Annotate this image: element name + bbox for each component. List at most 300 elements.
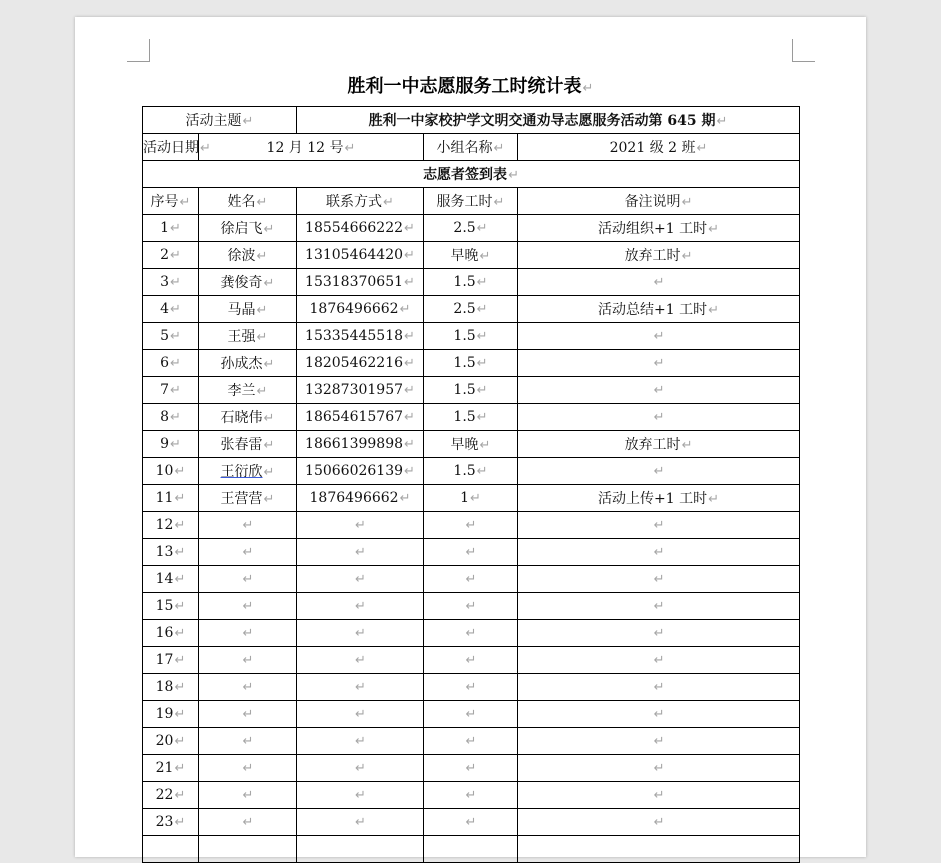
cell-no-text: 10 [155, 463, 174, 479]
cell-name[interactable] [199, 755, 297, 782]
cell-hours[interactable] [424, 458, 518, 485]
paragraph-mark-icon: ↵ [508, 168, 519, 183]
section-title-cell[interactable] [143, 161, 800, 188]
date-label-cell[interactable] [143, 134, 211, 161]
cell-no[interactable] [143, 431, 199, 458]
document-title[interactable] [75, 72, 866, 98]
cell-phone-text: 1876496662 [309, 301, 399, 317]
paragraph-mark-icon: ↵ [404, 383, 415, 398]
paragraph-mark-icon: ↵ [256, 330, 268, 345]
paragraph-mark-icon: ↵ [476, 302, 488, 317]
table-row [143, 782, 800, 809]
cell-note[interactable] [518, 242, 800, 269]
cell-hours[interactable] [424, 215, 518, 242]
cell-name[interactable] [199, 404, 297, 431]
cell-name[interactable] [199, 431, 297, 458]
col-header-no[interactable] [143, 188, 199, 215]
paragraph-mark-icon: ↵ [355, 680, 366, 695]
paragraph-mark-icon: ↵ [653, 788, 665, 803]
col-header-name[interactable] [199, 188, 297, 215]
cell-note[interactable] [518, 269, 800, 296]
paragraph-mark-icon: ↵ [170, 383, 181, 398]
cell-note[interactable] [518, 458, 800, 485]
cell-name[interactable] [199, 728, 297, 755]
cell-note[interactable] [518, 215, 800, 242]
paragraph-mark-icon: ↵ [653, 761, 665, 776]
group-label: 小组名称 [436, 140, 493, 156]
cell-no-text: 4 [160, 301, 169, 317]
group-label-cell[interactable] [424, 134, 518, 161]
paragraph-mark-icon: ↵ [476, 464, 488, 479]
paragraph-mark-icon: ↵ [344, 141, 356, 156]
paragraph-mark-icon: ↵ [653, 599, 665, 614]
paragraph-mark-icon: ↵ [263, 222, 275, 237]
paragraph-mark-icon: ↵ [242, 545, 254, 560]
cell-note[interactable] [518, 755, 800, 782]
cell-hours-text: 2.5 [453, 301, 476, 317]
paragraph-mark-icon: ↵ [355, 518, 366, 533]
cell-phone[interactable] [297, 674, 424, 701]
paragraph-mark-icon: ↵ [242, 653, 254, 668]
topic-value-cell[interactable] [297, 107, 800, 134]
col-header-label: 备注说明 [624, 194, 681, 210]
paragraph-mark-icon: ↵ [170, 221, 181, 236]
paragraph-mark-icon: ↵ [355, 626, 366, 641]
cell-phone-text: 15318370651 [305, 274, 404, 290]
date-value-cell[interactable] [199, 134, 424, 161]
cell-note[interactable] [518, 404, 800, 431]
cell-phone[interactable] [297, 728, 424, 755]
cell-no[interactable] [143, 701, 199, 728]
cell-no-text: 15 [155, 598, 174, 614]
paragraph-mark-icon: ↵ [399, 302, 411, 317]
cell-name[interactable] [199, 836, 297, 863]
paragraph-mark-icon: ↵ [653, 815, 665, 830]
paragraph-mark-icon: ↵ [170, 302, 181, 317]
paragraph-mark-icon: ↵ [653, 518, 665, 533]
cell-no[interactable] [143, 242, 199, 269]
paragraph-mark-icon: ↵ [263, 276, 275, 291]
cell-hours-text: 1.5 [453, 382, 476, 398]
paragraph-mark-icon: ↵ [174, 572, 186, 587]
cell-phone[interactable] [297, 647, 424, 674]
cell-hours[interactable] [424, 593, 518, 620]
cell-no-text: 16 [155, 625, 174, 641]
paragraph-mark-icon: ↵ [242, 599, 254, 614]
cell-name[interactable] [199, 485, 297, 512]
cell-note[interactable] [518, 296, 800, 323]
paragraph-mark-icon: ↵ [174, 464, 186, 479]
cell-no-text: 7 [160, 382, 169, 398]
cell-phone-text: 18654615767 [305, 409, 404, 425]
col-header-note[interactable] [518, 188, 800, 215]
cell-phone-text: 18554666222 [305, 220, 404, 236]
paragraph-mark-icon: ↵ [465, 761, 477, 776]
cell-hours[interactable] [424, 539, 518, 566]
cell-no-text: 23 [155, 814, 174, 830]
cell-hours[interactable] [424, 404, 518, 431]
paragraph-mark-icon: ↵ [653, 545, 665, 560]
col-header-label: 姓名 [227, 194, 256, 210]
table-row [143, 566, 800, 593]
cell-note[interactable] [518, 566, 800, 593]
cell-name-text: 王强 [227, 329, 256, 345]
paragraph-mark-icon: ↵ [256, 303, 268, 318]
cell-note[interactable] [518, 674, 800, 701]
cell-phone[interactable] [297, 836, 424, 863]
topic-label-cell[interactable] [143, 107, 297, 134]
table-row [143, 269, 800, 296]
cell-hours-text: 1.5 [453, 274, 476, 290]
cell-phone[interactable] [297, 485, 424, 512]
paragraph-mark-icon: ↵ [242, 707, 254, 722]
paragraph-mark-icon: ↵ [465, 653, 477, 668]
group-value-cell[interactable] [518, 134, 800, 161]
paragraph-mark-icon: ↵ [465, 707, 477, 722]
cell-no[interactable] [143, 755, 199, 782]
paragraph-mark-icon: ↵ [465, 788, 477, 803]
cell-note-text: 放弃工时 [624, 248, 681, 264]
paragraph-mark-icon: ↵ [465, 599, 477, 614]
paragraph-mark-icon: ↵ [479, 249, 491, 264]
cell-hours[interactable] [424, 728, 518, 755]
cell-no[interactable] [143, 836, 199, 863]
margin-corner-top-left [127, 39, 150, 62]
cell-no-text: 2 [160, 247, 169, 263]
table-row [143, 431, 800, 458]
cell-phone-text: 15066026139 [305, 463, 404, 479]
cell-hours[interactable] [424, 647, 518, 674]
cell-phone[interactable] [297, 539, 424, 566]
cell-note[interactable] [518, 350, 800, 377]
cell-no[interactable] [143, 269, 199, 296]
cell-phone[interactable] [297, 242, 424, 269]
cell-note[interactable] [518, 323, 800, 350]
cell-no[interactable] [143, 566, 199, 593]
cell-name[interactable] [199, 674, 297, 701]
cell-hours[interactable] [424, 782, 518, 809]
cell-no[interactable] [143, 296, 199, 323]
table-row [143, 512, 800, 539]
paragraph-mark-icon: ↵ [170, 356, 181, 371]
paragraph-mark-icon: ↵ [242, 734, 254, 749]
document-title-text: 胜利一中志愿服务工时统计表 [347, 76, 582, 97]
paragraph-mark-icon: ↵ [170, 329, 181, 344]
paragraph-mark-icon: ↵ [170, 275, 181, 290]
cell-note[interactable] [518, 647, 800, 674]
paragraph-mark-icon: ↵ [465, 518, 477, 533]
paragraph-mark-icon: ↵ [404, 464, 415, 479]
cell-note[interactable] [518, 728, 800, 755]
cell-no[interactable] [143, 215, 199, 242]
cell-no[interactable] [143, 404, 199, 431]
paragraph-mark-icon: ↵ [681, 249, 693, 264]
paragraph-mark-icon: ↵ [355, 707, 366, 722]
cell-phone[interactable] [297, 269, 424, 296]
cell-no-text: 8 [160, 409, 169, 425]
table-row [143, 593, 800, 620]
cell-no[interactable] [143, 809, 199, 836]
paragraph-mark-icon: ↵ [708, 303, 720, 318]
cell-name[interactable] [199, 242, 297, 269]
cell-no[interactable] [143, 647, 199, 674]
paragraph-mark-icon: ↵ [242, 761, 254, 776]
table-row [143, 458, 800, 485]
cell-phone[interactable] [297, 809, 424, 836]
cell-name[interactable] [199, 512, 297, 539]
cell-hours-text: 早晚 [450, 248, 479, 264]
cell-hours[interactable] [424, 431, 518, 458]
paragraph-mark-icon: ↵ [653, 356, 665, 371]
margin-corner-top-right [792, 39, 815, 62]
paragraph-mark-icon: ↵ [179, 195, 191, 210]
cell-note[interactable] [518, 701, 800, 728]
cell-name[interactable] [199, 377, 297, 404]
table-row [143, 755, 800, 782]
cell-note-text: 放弃工时 [624, 437, 681, 453]
cell-phone[interactable] [297, 458, 424, 485]
paragraph-mark-icon: ↵ [174, 599, 186, 614]
cell-phone[interactable] [297, 566, 424, 593]
cell-no[interactable] [143, 782, 199, 809]
cell-no[interactable] [143, 377, 199, 404]
cell-hours[interactable] [424, 809, 518, 836]
paragraph-mark-icon: ↵ [383, 195, 394, 210]
cell-name-text: 张春雷 [220, 437, 263, 453]
paragraph-mark-icon: ↵ [404, 410, 415, 425]
cell-name[interactable] [199, 782, 297, 809]
cell-name[interactable] [199, 620, 297, 647]
cell-phone-text: 15335445518 [305, 328, 404, 344]
table-row [143, 242, 800, 269]
paragraph-mark-icon: ↵ [399, 491, 411, 506]
paragraph-mark-icon: ↵ [476, 221, 488, 236]
group-value: 2021 级 2 班 [609, 140, 696, 156]
paragraph-mark-icon: ↵ [355, 545, 366, 560]
cell-hours[interactable] [424, 242, 518, 269]
cell-hours[interactable] [424, 701, 518, 728]
cell-phone[interactable] [297, 593, 424, 620]
cell-name[interactable] [199, 350, 297, 377]
cell-no-text: 14 [155, 571, 174, 587]
paragraph-mark-icon: ↵ [493, 141, 505, 156]
cell-no[interactable] [143, 620, 199, 647]
column-header-row [143, 188, 800, 215]
paragraph-mark-icon: ↵ [653, 464, 665, 479]
paragraph-mark-icon: ↵ [653, 680, 665, 695]
paragraph-mark-icon: ↵ [681, 438, 693, 453]
table-row [143, 620, 800, 647]
cell-hours-text: 1.5 [453, 355, 476, 371]
cell-phone[interactable] [297, 431, 424, 458]
paragraph-mark-icon: ↵ [465, 626, 477, 641]
cell-phone[interactable] [297, 215, 424, 242]
cell-hours[interactable] [424, 512, 518, 539]
cell-name-text: 王营营 [220, 491, 263, 507]
paragraph-mark-icon: ↵ [653, 734, 665, 749]
cell-hours[interactable] [424, 485, 518, 512]
table-row [143, 674, 800, 701]
col-header-hours[interactable] [424, 188, 518, 215]
cell-phone[interactable] [297, 296, 424, 323]
cell-hours-text: 1.5 [453, 463, 476, 479]
paragraph-mark-icon: ↵ [404, 248, 415, 263]
cell-no[interactable] [143, 485, 199, 512]
cell-phone[interactable] [297, 323, 424, 350]
cell-no[interactable] [143, 593, 199, 620]
cell-name-text: 徐波 [227, 248, 256, 264]
cell-name[interactable] [199, 296, 297, 323]
cell-name-text: 李兰 [227, 383, 256, 399]
paragraph-mark-icon: ↵ [404, 221, 415, 236]
table-row [143, 809, 800, 836]
cell-name[interactable] [199, 647, 297, 674]
paragraph-mark-icon: ↵ [355, 761, 366, 776]
cell-phone-text: 1876496662 [309, 490, 399, 506]
cell-phone[interactable] [297, 755, 424, 782]
col-header-label: 服务工时 [436, 194, 493, 210]
cell-note[interactable] [518, 809, 800, 836]
cell-hours[interactable] [424, 377, 518, 404]
cell-name[interactable] [199, 215, 297, 242]
cell-hours[interactable] [424, 350, 518, 377]
cell-hours[interactable] [424, 674, 518, 701]
paragraph-mark-icon: ↵ [263, 438, 275, 453]
cell-phone[interactable] [297, 377, 424, 404]
cell-note[interactable] [518, 512, 800, 539]
cell-hours[interactable] [424, 323, 518, 350]
paragraph-mark-icon: ↵ [465, 545, 477, 560]
paragraph-mark-icon: ↵ [174, 761, 186, 776]
cell-hours-text: 1 [460, 490, 469, 506]
cell-note[interactable] [518, 593, 800, 620]
cell-no-text: 19 [155, 706, 174, 722]
cell-name[interactable] [199, 323, 297, 350]
cell-phone[interactable] [297, 701, 424, 728]
date-group-row [143, 134, 800, 161]
cell-phone[interactable] [297, 512, 424, 539]
paragraph-mark-icon: ↵ [582, 81, 594, 96]
cell-no[interactable] [143, 539, 199, 566]
paragraph-mark-icon: ↵ [242, 788, 254, 803]
paragraph-mark-icon: ↵ [174, 788, 186, 803]
paragraph-mark-icon: ↵ [355, 734, 366, 749]
table-row [143, 377, 800, 404]
volunteer-hours-table [142, 106, 800, 863]
cell-phone[interactable] [297, 350, 424, 377]
paragraph-mark-icon: ↵ [479, 438, 491, 453]
paragraph-mark-icon: ↵ [256, 195, 268, 210]
cell-note[interactable] [518, 485, 800, 512]
col-header-phone[interactable] [297, 188, 424, 215]
paragraph-mark-icon: ↵ [653, 653, 665, 668]
topic-label: 活动主题 [185, 113, 242, 129]
paragraph-mark-icon: ↵ [256, 384, 268, 399]
cell-note[interactable] [518, 836, 800, 863]
col-header-label: 序号 [150, 194, 179, 210]
paragraph-mark-icon: ↵ [653, 626, 665, 641]
paragraph-mark-icon: ↵ [174, 518, 186, 533]
cell-phone[interactable] [297, 404, 424, 431]
cell-no[interactable] [143, 350, 199, 377]
paragraph-mark-icon: ↵ [653, 410, 665, 425]
cell-note[interactable] [518, 620, 800, 647]
cell-name[interactable] [199, 539, 297, 566]
paragraph-mark-icon: ↵ [653, 329, 665, 344]
paragraph-mark-icon: ↵ [476, 383, 488, 398]
cell-hours[interactable] [424, 620, 518, 647]
cell-hours[interactable] [424, 836, 518, 863]
cell-note[interactable] [518, 377, 800, 404]
paragraph-mark-icon: ↵ [170, 248, 181, 263]
cell-phone[interactable] [297, 620, 424, 647]
paragraph-mark-icon: ↵ [355, 599, 366, 614]
cell-no[interactable] [143, 728, 199, 755]
cell-hours[interactable] [424, 296, 518, 323]
cell-note[interactable] [518, 431, 800, 458]
cell-name[interactable] [199, 458, 297, 485]
table-row [143, 215, 800, 242]
paragraph-mark-icon: ↵ [242, 114, 254, 129]
cell-note-text: 活动组织+1 工时 [598, 221, 708, 237]
cell-phone[interactable] [297, 782, 424, 809]
paragraph-mark-icon: ↵ [170, 410, 181, 425]
cell-name[interactable] [199, 269, 297, 296]
paragraph-mark-icon: ↵ [696, 141, 708, 156]
cell-no-text: 1 [160, 220, 169, 236]
paragraph-mark-icon: ↵ [242, 518, 254, 533]
paragraph-mark-icon: ↵ [716, 114, 728, 129]
cell-name-text: 龚俊奇 [220, 275, 263, 291]
paragraph-mark-icon: ↵ [465, 572, 477, 587]
cell-name-text: 王衍欣 [220, 464, 263, 480]
cell-no[interactable] [143, 512, 199, 539]
topic-value: 胜利一中家校护学文明交通劝导志愿服务活动第 645 期 [368, 113, 716, 129]
cell-no-text: 22 [155, 787, 174, 803]
table-row [143, 323, 800, 350]
cell-hours-text: 2.5 [453, 220, 476, 236]
paragraph-mark-icon: ↵ [174, 707, 186, 722]
cell-name-text: 马晶 [227, 302, 256, 318]
paragraph-mark-icon: ↵ [476, 329, 488, 344]
table-row [143, 296, 800, 323]
cell-phone-text: 13287301957 [305, 382, 404, 398]
cell-no[interactable] [143, 323, 199, 350]
table-row [143, 728, 800, 755]
cell-name[interactable] [199, 566, 297, 593]
cell-no-text: 18 [155, 679, 174, 695]
paragraph-mark-icon: ↵ [170, 437, 181, 452]
cell-note[interactable] [518, 539, 800, 566]
cell-note[interactable] [518, 782, 800, 809]
cell-no-text: 9 [160, 436, 169, 452]
cell-no[interactable] [143, 458, 199, 485]
cell-no[interactable] [143, 674, 199, 701]
cell-name[interactable] [199, 593, 297, 620]
paragraph-mark-icon: ↵ [263, 411, 275, 426]
cell-name[interactable] [199, 809, 297, 836]
cell-hours[interactable] [424, 566, 518, 593]
cell-hours[interactable] [424, 269, 518, 296]
cell-name[interactable] [199, 701, 297, 728]
cell-name-text: 徐启飞 [220, 221, 263, 237]
paragraph-mark-icon: ↵ [174, 545, 186, 560]
paragraph-mark-icon: ↵ [174, 680, 186, 695]
cell-no-text: 11 [155, 490, 174, 506]
paragraph-mark-icon: ↵ [242, 626, 254, 641]
paragraph-mark-icon: ↵ [470, 491, 481, 506]
cell-hours[interactable] [424, 755, 518, 782]
